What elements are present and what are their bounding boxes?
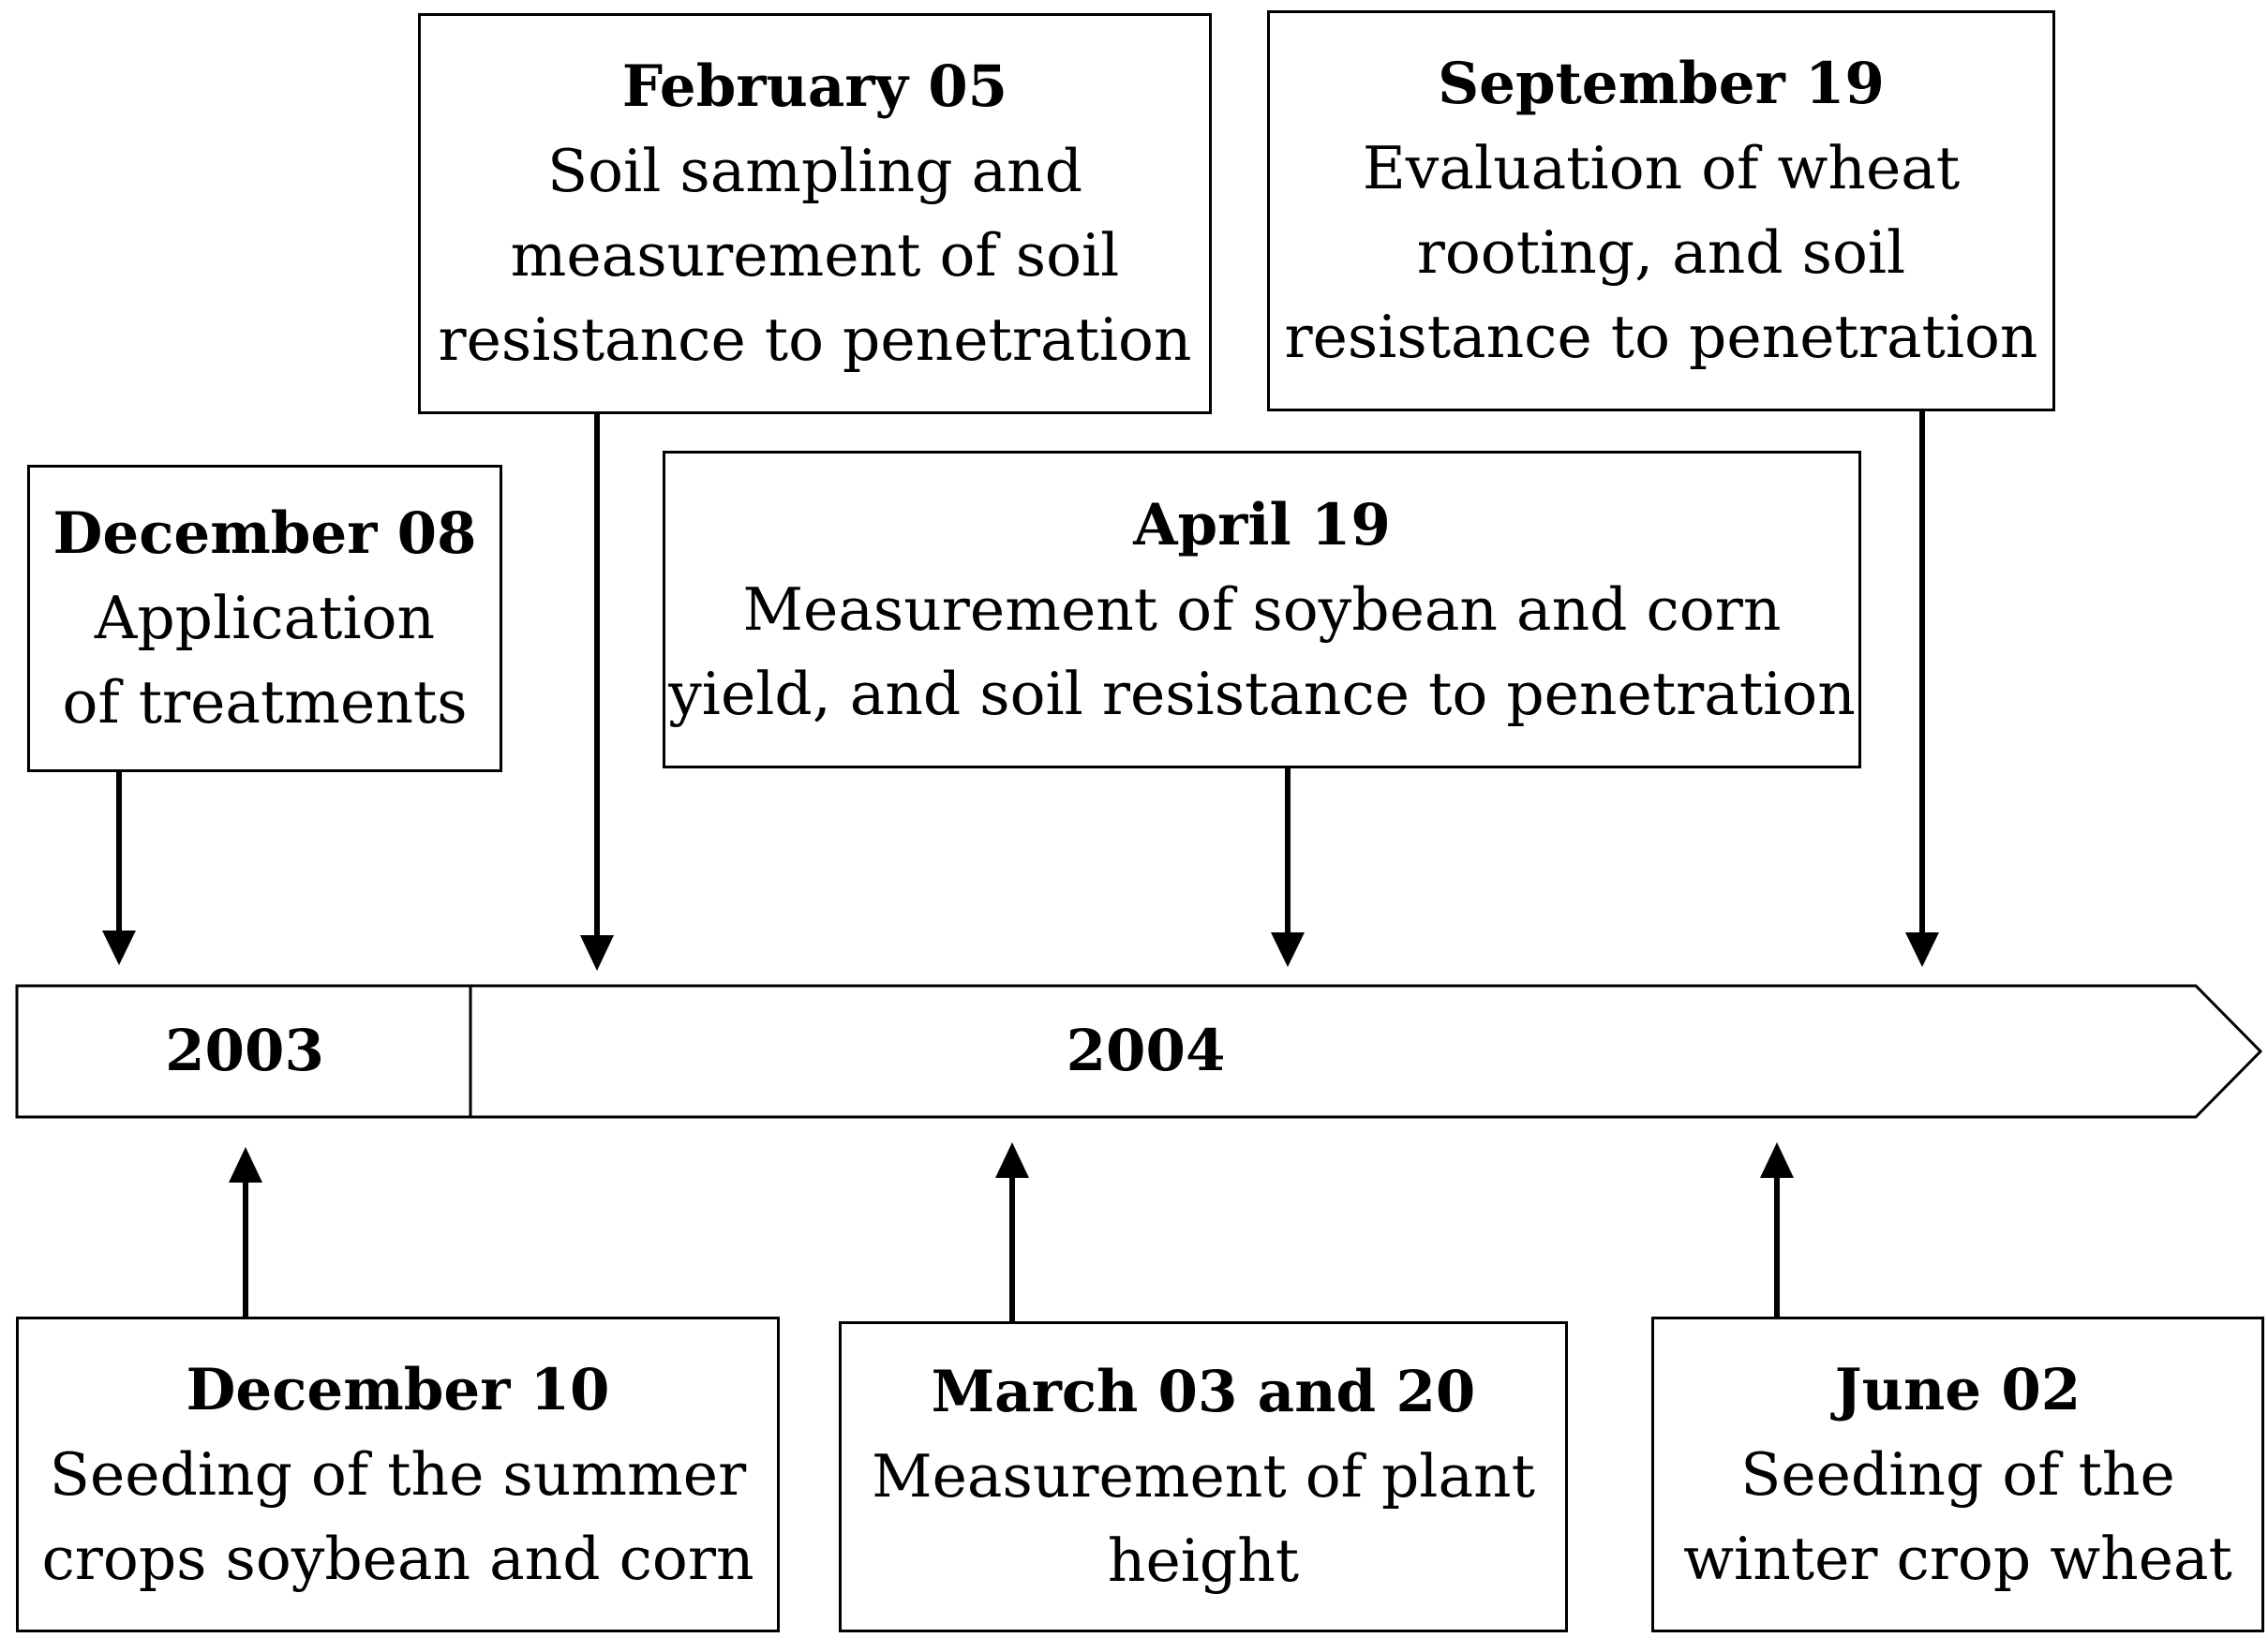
event-date: September 19 bbox=[1438, 51, 1885, 117]
event-box-april-19 bbox=[663, 451, 1861, 768]
event-description-line: resistance to penetration bbox=[1284, 303, 2038, 371]
year-label-2003: 2003 bbox=[165, 1018, 324, 1084]
event-description-line: rooting, and soil bbox=[1416, 218, 1906, 287]
event-box-march-03-and-20 bbox=[839, 1321, 1568, 1632]
event-box-june-02 bbox=[1651, 1317, 2264, 1632]
event-description-line: of treatments bbox=[62, 668, 468, 737]
event-description-line: Seeding of the bbox=[1740, 1439, 2175, 1509]
event-box-december-08 bbox=[27, 465, 502, 772]
event-description-line: Measurement of soybean and corn bbox=[742, 574, 1782, 644]
event-description-line: Soil sampling and bbox=[546, 137, 1083, 205]
event-description-line: Application bbox=[94, 584, 436, 652]
event-description-line: Evaluation of wheat bbox=[1362, 134, 1961, 202]
event-description-line: height bbox=[1107, 1526, 1300, 1595]
arrow-september-19 bbox=[1905, 410, 1939, 967]
arrow-february-05 bbox=[580, 412, 614, 971]
event-date: December 08 bbox=[52, 500, 477, 567]
year-label-2004: 2004 bbox=[1066, 1018, 1226, 1084]
arrow-december-08 bbox=[102, 771, 136, 965]
event-description-line: yield, and soil resistance to penetration bbox=[668, 659, 1856, 728]
event-description-line: Measurement of plant bbox=[872, 1442, 1535, 1511]
arrow-june-02 bbox=[1760, 1142, 1794, 1317]
event-description-line: measurement of soil bbox=[510, 221, 1120, 290]
event-description-line: resistance to penetration bbox=[438, 305, 1192, 374]
event-box-september-19 bbox=[1267, 10, 2055, 411]
event-box-december-10 bbox=[16, 1317, 780, 1632]
event-date: March 03 and 20 bbox=[931, 1359, 1476, 1425]
event-date: June 02 bbox=[1834, 1356, 2081, 1423]
arrow-april-19 bbox=[1271, 767, 1305, 967]
event-date: December 10 bbox=[186, 1356, 610, 1423]
arrow-december-10 bbox=[229, 1147, 262, 1323]
event-date: February 05 bbox=[621, 53, 1008, 120]
event-date: April 19 bbox=[1133, 491, 1391, 558]
event-description-line: winter crop wheat bbox=[1683, 1524, 2232, 1593]
event-description-line: Seeding of the summer bbox=[49, 1439, 747, 1509]
arrow-march-03-and-20 bbox=[995, 1142, 1029, 1323]
event-box-february-05 bbox=[418, 13, 1212, 414]
event-description-line: crops soybean and corn bbox=[41, 1524, 754, 1593]
